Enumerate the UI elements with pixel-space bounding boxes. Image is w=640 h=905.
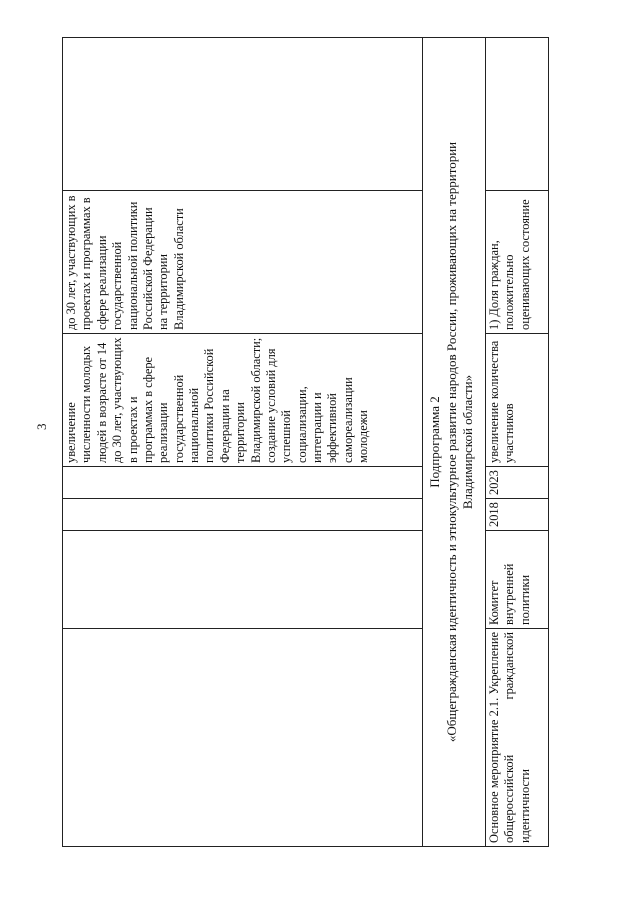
subprogram-name-line-2: Владимирской области» (460, 374, 476, 510)
indicator-cell: до 30 лет, участвующих в проектах и программах в сфере реализации государственной национальной политики Российской Федерации на территории Владимирской области (63, 191, 423, 334)
executor-cell: Комитет внутренней политики (486, 531, 549, 629)
subprogram-heading-row (423, 38, 486, 847)
table-row (486, 38, 549, 847)
start-year-cell (63, 499, 423, 531)
executor-cell (63, 531, 423, 629)
page-number: 3 (34, 423, 49, 430)
indicator-cell: 1) Доля граждан, положительно оценивающих состояние (486, 191, 549, 334)
program-table-container (62, 37, 567, 847)
subprogram-name-line-1: «Общегражданская идентичность и этнокультурное развитие народов России, проживающих на территории (443, 141, 459, 743)
start-year-cell: 2018 (486, 499, 549, 531)
program-activities-table (62, 37, 549, 847)
subprogram-heading (423, 38, 486, 847)
end-year-cell: 2023 (486, 467, 549, 499)
activity-cell (63, 629, 423, 847)
end-year-cell (63, 467, 423, 499)
expected-result-cell: увеличение количества участников (486, 334, 549, 467)
table-row (63, 38, 423, 847)
extra-cell (486, 38, 549, 191)
expected-result-cell: увеличение численности молодых людей в возрасте от 14 до 30 лет, участвующих в проектах и программах в сфере реализации государственной национальной политики Российской Федерации на территории Владимирской области; создание условий для успешной социализации, интеграции и эффективной самореализации молодежи (63, 334, 423, 467)
activity-cell: Основное мероприятие 2.1. Укрепление общероссийской гражданской идентичности (486, 629, 549, 847)
subprogram-title: Подпрограмма 2 (427, 396, 442, 488)
extra-cell (63, 38, 423, 191)
